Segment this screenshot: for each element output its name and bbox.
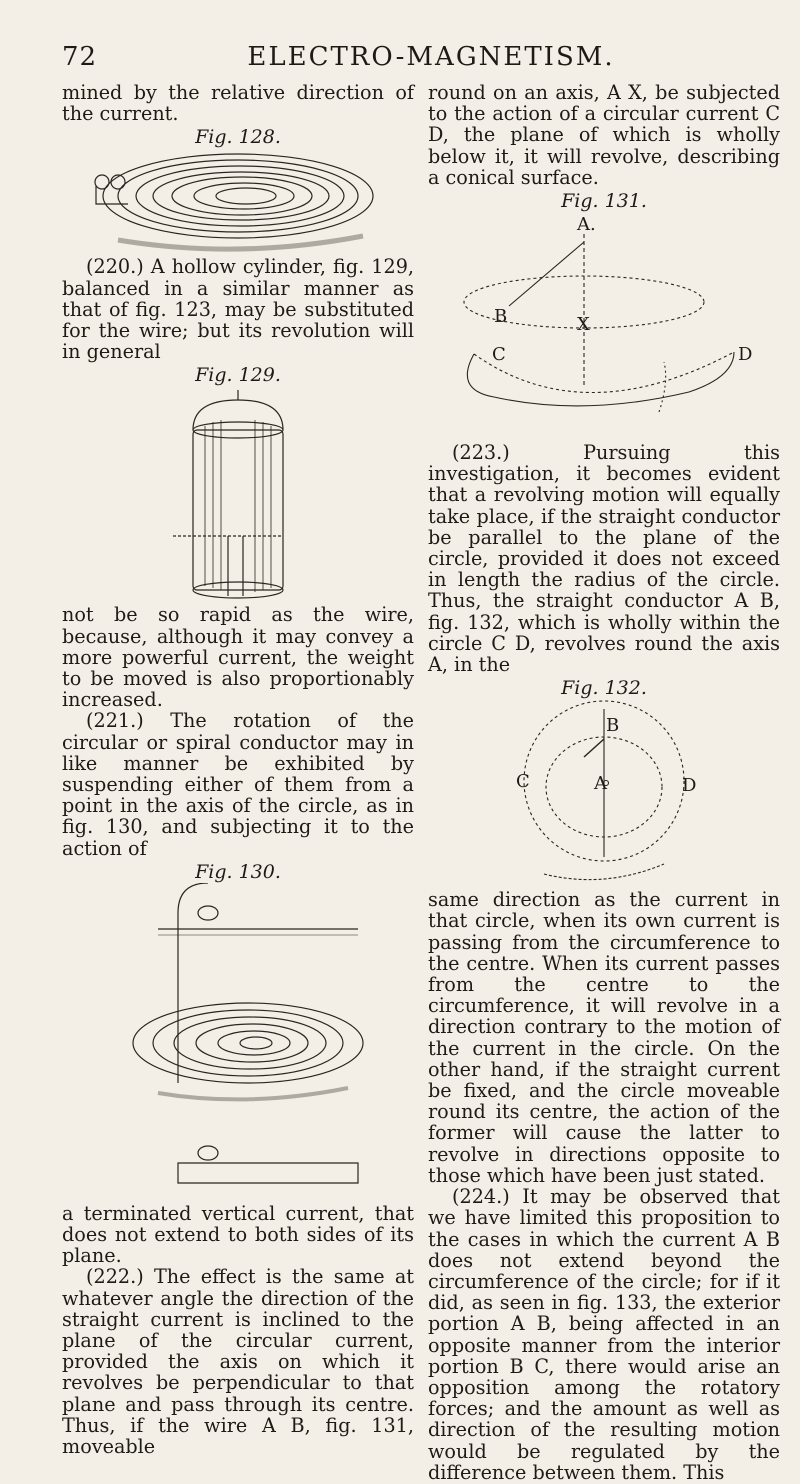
paragraph: round on an axis, A X, be subjected to the action of a circular current C D, the plane of which is wholly below it, it will revolve, describing a conical surface.	[428, 81, 780, 189]
fig-132-circle-conductor-diagram	[454, 699, 754, 889]
fig-128-spiral-coil-illustration	[88, 148, 388, 256]
fig132-label-B: B	[606, 715, 620, 737]
paragraph: not be so rapid as the wire, because, although it may convey a more powerful current, the weight to be moved is also proportionably increased.	[62, 603, 414, 712]
figure-caption: Fig. 130.	[195, 860, 281, 883]
fig-131-conical-rotation-diagram	[434, 212, 774, 442]
fig132-label-A: A	[594, 773, 607, 795]
fig132-label-C: C	[516, 771, 530, 793]
fig131-label-B: B	[494, 306, 508, 328]
left-column	[62, 82, 414, 1457]
paragraph: (222.) The effect is the same at whatever angle the direction of the straight current is inclined to the plane of the circular current, provided the axis on which it revolves be perpendicular to that plane and pass through its centre. Thus, if the wire A B, fig. 131, moveable	[62, 1265, 414, 1459]
fig132-label-D: D	[682, 775, 697, 797]
figure-caption: Fig. 131.	[561, 190, 647, 213]
fig131-label-C: C	[492, 344, 506, 366]
paragraph: same direction as the current in that circle, when its own current is passing from the circumference to the centre. When its current passes from the centre to the circumference, it will revolve in a direction contrary to the motion of the current in the circle. On the other hand, if the straight current be fixed, and the circle moveable round its centre, the action of the former will cause the latter to revolve in directions opposite to those which have been just stated.	[428, 888, 780, 1187]
paragraph: (221.) The rotation of the circular or spiral conductor may in like manner be exhibited by suspending either of them from a point in the axis of the circle, as in fig. 130, and subjecting it to the action of	[62, 709, 414, 860]
page-header	[62, 42, 760, 76]
paragraph: mined by the relative direction of the current.	[62, 81, 414, 126]
fig131-label-D: D	[738, 344, 753, 366]
figure-caption: Fig. 128.	[195, 126, 281, 149]
figure-caption: Fig. 129.	[195, 364, 281, 387]
figure-caption: Fig. 132.	[561, 677, 647, 700]
paragraph: (224.) It may be observed that we have limited this proposition to the cases in which the current A B does not extend beyond the circumference of the circle; for if it did, as seen in fig. 133, the exterior portion A B, being affected in an opposite manner from the interior portion B C, there would arise an opposition among the rotatory forces; and the amount as well as direction of the resulting motion would be regulated by the difference between them. This	[428, 1185, 780, 1484]
fig-130-suspended-spiral-illustration	[88, 883, 388, 1203]
fig-129-hollow-cylinder-illustration	[153, 386, 323, 604]
paragraph: (220.) A hollow cylinder, fig. 129, balanced in a similar manner as that of fig. 123, may be substituted for the wire; but its revolution will in general	[62, 255, 414, 364]
paragraph: (223.) Pursuing this investigation, it becomes evident that a revolving motion will equally take place, if the straight conductor be parallel to the plane of the circle, provided it does not exceed in length the radius of the circle. Thus, the straight conductor A B, fig. 132, which is wholly within the circle C D, revolves round the axis A, in the	[428, 441, 780, 677]
fig131-label-X: X	[577, 314, 590, 336]
page-number: 72	[62, 42, 98, 72]
right-column	[428, 82, 780, 1483]
fig131-label-A: A.	[577, 214, 596, 236]
paragraph: a terminated vertical current, that does not extend to both sides of its plane.	[62, 1201, 414, 1268]
running-title: ELECTRO-MAGNETISM.	[247, 42, 615, 72]
